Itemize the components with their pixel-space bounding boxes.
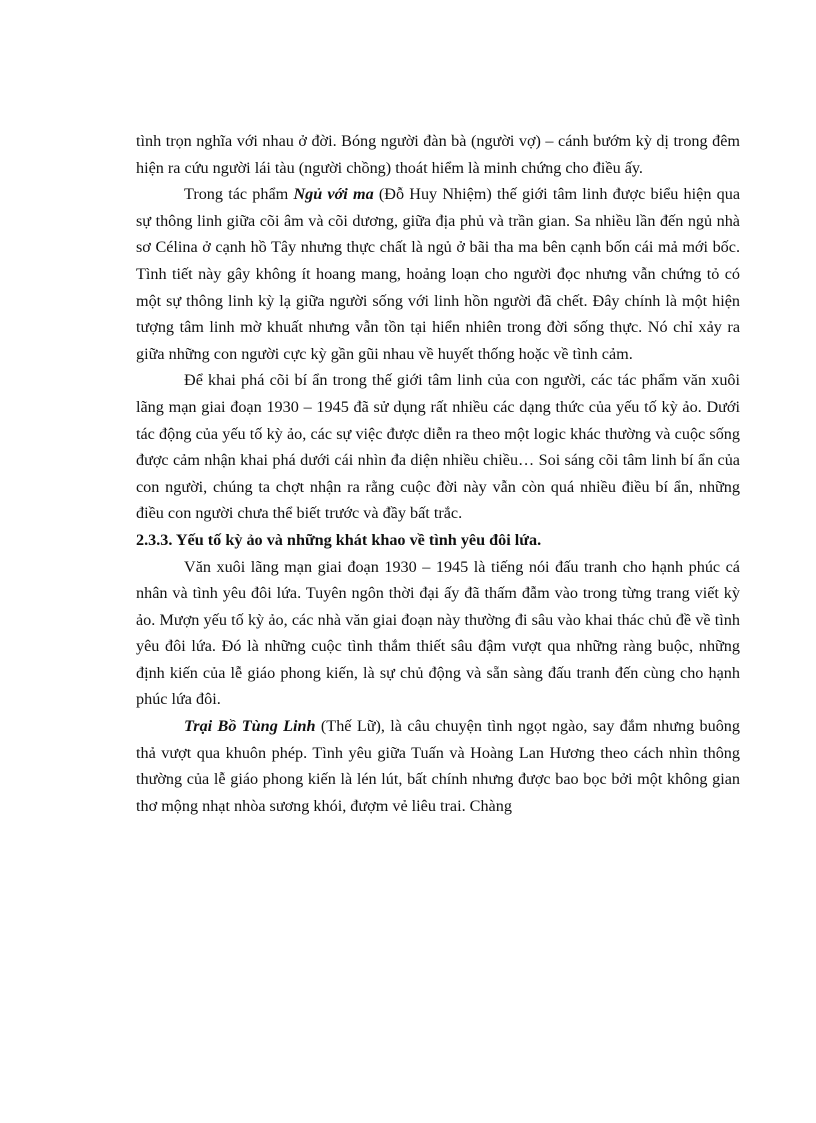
paragraph-5-body: (Thế Lữ), là câu chuyện tình ngọt ngào, say đắm nhưng buông thả vượt qua khuôn phép. Tình yêu giữa Tuấn và Hoàng Lan Hương theo cách nhìn thông thường của lễ giáo phong kiến là lén lút, bất chính nhưng được bao bọc bởi một không gian thơ mộng nhạt nhòa sương khói, đượm vẻ liêu trai. Chàng — [136, 717, 740, 815]
paragraph-3: Để khai phá cõi bí ẩn trong thế giới tâm linh của con người, các tác phẩm văn xuôi lãng mạn giai đoạn 1930 – 1945 đã sử dụng rất nhiều các dạng thức của yếu tố kỳ ảo. Dưới tác động của yếu tố kỳ ảo, các sự việc được diễn ra theo một logic khác thường và cuộc sống được cảm nhận khai phá dưới cái nhìn đa diện nhiều chiều… Soi sáng cõi tâm linh bí ẩn của con người, chúng ta chợt nhận ra rằng cuộc đời này vẫn còn quá nhiều điều bí ẩn, những điều con người chưa thể biết trước và đầy bất trắc. — [136, 371, 740, 523]
paragraph-2-body: (Đỗ Huy Nhiệm) thế giới tâm linh được biểu hiện qua sự thông linh giữa cõi âm và cõi dương, giữa địa phủ và trần gian. Sa nhiều lần đến ngủ nhà sơ Célina ở cạnh hồ Tây nhưng thực chất là ngủ ở bãi tha ma bên cạnh bốn cái mả mới bốc. Tình tiết này gây không ít hoang mang, hoảng loạn cho người đọc nhưng vẫn chứng tỏ có một sự thông linh kỳ lạ giữa người sống với linh hồn người đã chết. Đây chính là một hiện tượng tâm linh mờ khuất nhưng vẫn tồn tại hiển nhiên trong đời sống thực. Nó chỉ xảy ra giữa những con người cực kỳ gần gũi nhau về huyết thống hoặc về tình cảm. — [136, 185, 741, 363]
paragraph-4: Văn xuôi lãng mạn giai đoạn 1930 – 1945 là tiếng nói đấu tranh cho hạnh phúc cá nhân và tình yêu đôi lứa. Tuyên ngôn thời đại ấy đã thấm đẫm vào trong từng trang viết kỳ ảo. Mượn yếu tố kỳ ảo, các nhà văn giai đoạn này thường đi sâu vào khai thác chủ đề về tình yêu đôi lứa. Đó là những cuộc tình thắm thiết sâu đậm vượt qua những ràng buộc, những định kiến của lễ giáo phong kiến, là sự chủ động và sẵn sàng đấu tranh đến cùng cho hạnh phúc lứa đôi. — [136, 557, 740, 709]
work-title-trai-bo-tung-linh: Trại Bồ Tùng Linh — [184, 717, 316, 736]
document-page — [136, 128, 740, 819]
paragraph-5 — [136, 713, 740, 819]
paragraph-2 — [136, 181, 740, 367]
paragraph-1: tình trọn nghĩa với nhau ở đời. Bóng người đàn bà (người vợ) – cánh bướm kỳ dị trong đêm hiện ra cứu người lái tàu (người chồng) thoát hiểm là minh chứng cho điều ấy. — [136, 132, 740, 177]
section-heading-2-3-3: 2.3.3. Yếu tố kỳ ảo và những khát khao về tình yêu đôi lứa. — [136, 530, 542, 549]
work-title-ngu-voi-ma: Ngủ với ma — [293, 185, 374, 204]
paragraph-2-lead: Trong tác phẩm — [184, 185, 294, 204]
